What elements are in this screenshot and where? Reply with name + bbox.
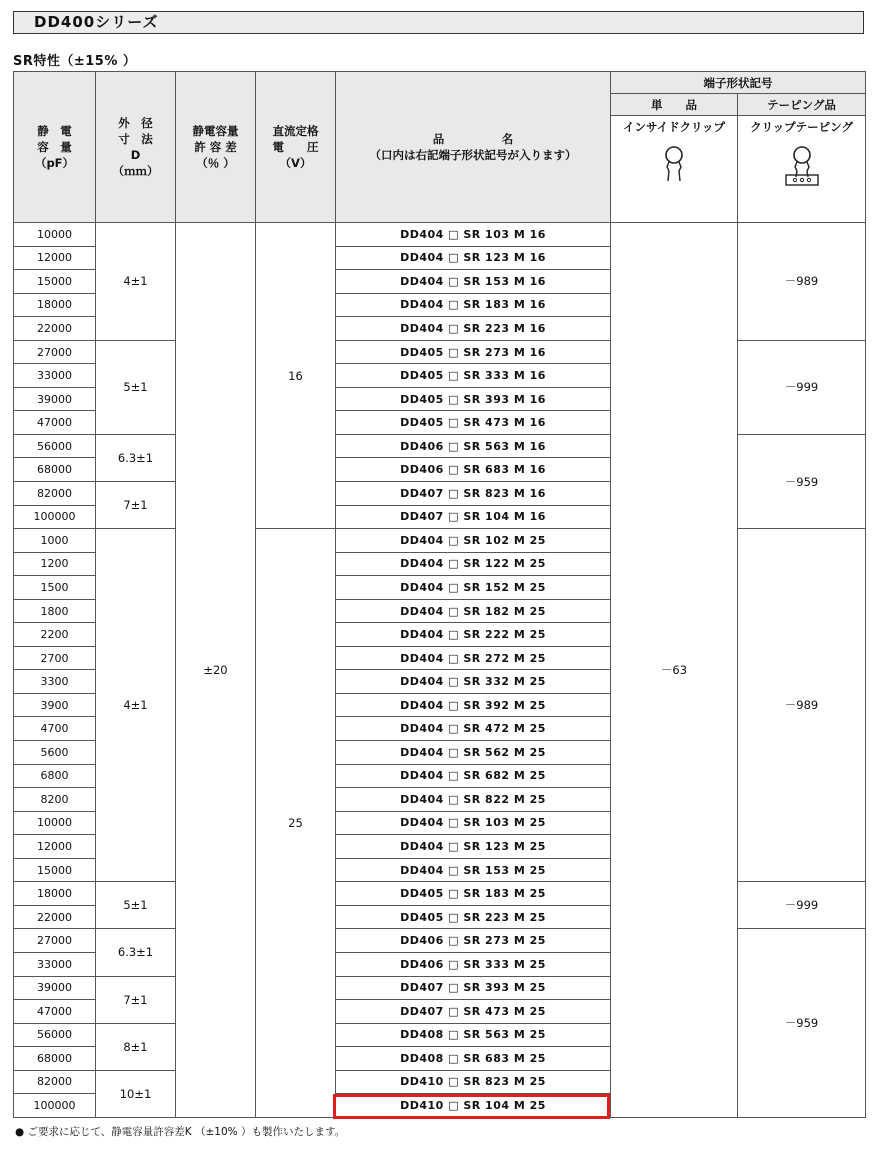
taping-code-cell: －989 bbox=[738, 529, 866, 882]
table-row bbox=[14, 223, 866, 247]
capacitance-cell: 1800 bbox=[14, 599, 96, 623]
part-number-cell: DD408 □ SR 563 M 25 bbox=[336, 1023, 611, 1047]
part-number-cell: DD404 □ SR 103 M 25 bbox=[336, 811, 611, 835]
header-terminal: 端子形状記号 bbox=[611, 72, 866, 94]
part-number-cell-highlighted: DD410 □ SR 104 M 25 bbox=[336, 1094, 611, 1118]
capacitance-cell: 68000 bbox=[14, 458, 96, 482]
part-number-cell: DD410 □ SR 823 M 25 bbox=[336, 1070, 611, 1094]
capacitance-cell: 15000 bbox=[14, 858, 96, 882]
part-number-cell: DD404 □ SR 682 M 25 bbox=[336, 764, 611, 788]
capacitance-cell: 27000 bbox=[14, 929, 96, 953]
part-number-cell: DD407 □ SR 823 M 16 bbox=[336, 482, 611, 506]
characteristic-title: SR特性（±15% ） bbox=[13, 54, 137, 69]
part-number-cell: DD404 □ SR 122 M 25 bbox=[336, 552, 611, 576]
diameter-cell: 6.3±1 bbox=[96, 434, 176, 481]
capacitance-cell: 4700 bbox=[14, 717, 96, 741]
header-taping: テーピング品 bbox=[738, 94, 866, 116]
part-number-cell: DD405 □ SR 473 M 16 bbox=[336, 411, 611, 435]
header-diameter: 外 径 寸 法 D （ｍｍ） bbox=[96, 72, 176, 223]
voltage-cell: 16 bbox=[256, 223, 336, 529]
capacitance-cell: 68000 bbox=[14, 1047, 96, 1071]
part-number-cell: DD407 □ SR 393 M 25 bbox=[336, 976, 611, 1000]
capacitance-cell: 39000 bbox=[14, 387, 96, 411]
part-number-cell: DD406 □ SR 683 M 16 bbox=[336, 458, 611, 482]
header-tolerance: 静電容量 許 容 差 （％ ） bbox=[176, 72, 256, 223]
capacitance-cell: 3900 bbox=[14, 693, 96, 717]
part-number-cell: DD404 □ SR 123 M 16 bbox=[336, 246, 611, 270]
diameter-cell: 7±1 bbox=[96, 976, 176, 1023]
diameter-cell: 8±1 bbox=[96, 1023, 176, 1070]
capacitance-cell: 82000 bbox=[14, 482, 96, 506]
capacitance-cell: 8200 bbox=[14, 788, 96, 812]
taping-code-cell: －959 bbox=[738, 929, 866, 1117]
header-clip-taping bbox=[738, 116, 866, 223]
capacitance-cell: 47000 bbox=[14, 411, 96, 435]
capacitance-cell: 33000 bbox=[14, 364, 96, 388]
taping-code-cell: －999 bbox=[738, 882, 866, 929]
header-capacitance: 静 電 容 量 （pF） bbox=[14, 72, 96, 223]
part-number-cell: DD405 □ SR 333 M 16 bbox=[336, 364, 611, 388]
part-number-cell: DD404 □ SR 123 M 25 bbox=[336, 835, 611, 859]
capacitance-cell: 47000 bbox=[14, 1000, 96, 1024]
part-number-cell: DD404 □ SR 102 M 25 bbox=[336, 529, 611, 553]
capacitance-cell: 10000 bbox=[14, 223, 96, 247]
capacitance-cell: 33000 bbox=[14, 952, 96, 976]
part-number-cell: DD405 □ SR 273 M 16 bbox=[336, 340, 611, 364]
capacitance-cell: 12000 bbox=[14, 246, 96, 270]
capacitance-cell: 27000 bbox=[14, 340, 96, 364]
part-number-cell: DD406 □ SR 333 M 25 bbox=[336, 952, 611, 976]
capacitance-cell: 3300 bbox=[14, 670, 96, 694]
spec-table bbox=[13, 71, 866, 1118]
capacitance-cell: 12000 bbox=[14, 835, 96, 859]
diameter-cell: 4±1 bbox=[96, 223, 176, 341]
diameter-cell: 5±1 bbox=[96, 882, 176, 929]
part-number-cell: DD408 □ SR 683 M 25 bbox=[336, 1047, 611, 1071]
part-number-cell: DD404 □ SR 103 M 16 bbox=[336, 223, 611, 247]
capacitance-cell: 39000 bbox=[14, 976, 96, 1000]
capacitance-cell: 22000 bbox=[14, 317, 96, 341]
series-title: DD400シリーズ bbox=[13, 11, 864, 34]
part-number-cell: DD404 □ SR 392 M 25 bbox=[336, 693, 611, 717]
part-number-cell: DD404 □ SR 222 M 25 bbox=[336, 623, 611, 647]
part-number-cell: DD404 □ SR 152 M 25 bbox=[336, 576, 611, 600]
capacitance-cell: 18000 bbox=[14, 882, 96, 906]
single-code-cell: －63 bbox=[611, 223, 738, 1118]
diameter-cell: 7±1 bbox=[96, 482, 176, 529]
part-number-cell: DD404 □ SR 183 M 16 bbox=[336, 293, 611, 317]
capacitance-cell: 1200 bbox=[14, 552, 96, 576]
capacitance-cell: 6800 bbox=[14, 764, 96, 788]
part-number-cell: DD405 □ SR 223 M 25 bbox=[336, 905, 611, 929]
voltage-cell: 25 bbox=[256, 529, 336, 1118]
capacitance-cell: 2200 bbox=[14, 623, 96, 647]
diameter-cell: 4±1 bbox=[96, 529, 176, 882]
header-voltage: 直流定格 電 圧 （V） bbox=[256, 72, 336, 223]
table-row bbox=[14, 434, 866, 458]
part-number-cell: DD404 □ SR 562 M 25 bbox=[336, 741, 611, 765]
diameter-cell: 6.3±1 bbox=[96, 929, 176, 976]
table-row bbox=[14, 529, 866, 553]
part-number-cell: DD405 □ SR 183 M 25 bbox=[336, 882, 611, 906]
diameter-cell: 5±1 bbox=[96, 340, 176, 434]
part-number-cell: DD404 □ SR 223 M 16 bbox=[336, 317, 611, 341]
inside-clip-label: インサイドクリップ bbox=[622, 120, 725, 134]
capacitance-cell: 1000 bbox=[14, 529, 96, 553]
part-number-cell: DD404 □ SR 153 M 16 bbox=[336, 270, 611, 294]
table-row bbox=[14, 929, 866, 953]
taping-code-cell: －959 bbox=[738, 434, 866, 528]
part-number-cell: DD404 □ SR 182 M 25 bbox=[336, 599, 611, 623]
table-row bbox=[14, 340, 866, 364]
part-number-cell: DD404 □ SR 332 M 25 bbox=[336, 670, 611, 694]
inside-clip-terminal-icon bbox=[659, 143, 689, 191]
clip-taping-label: クリップテーピング bbox=[750, 120, 853, 134]
header-part-name: 品 名 （口内は右記端子形状記号が入ります） bbox=[336, 72, 611, 223]
taping-code-cell: －999 bbox=[738, 340, 866, 434]
capacitance-cell: 18000 bbox=[14, 293, 96, 317]
part-number-cell: DD406 □ SR 273 M 25 bbox=[336, 929, 611, 953]
footnote: ● ご要求に応じて、静電容量許容差K （±10% ）も製作いたします。 bbox=[15, 1126, 346, 1138]
part-number-cell: DD404 □ SR 472 M 25 bbox=[336, 717, 611, 741]
taping-code-cell: －989 bbox=[738, 223, 866, 341]
part-number-cell: DD404 □ SR 153 M 25 bbox=[336, 858, 611, 882]
part-number-cell: DD404 □ SR 272 M 25 bbox=[336, 646, 611, 670]
capacitance-cell: 100000 bbox=[14, 505, 96, 529]
part-number-cell: DD407 □ SR 104 M 16 bbox=[336, 505, 611, 529]
clip-taping-terminal-icon bbox=[782, 143, 822, 191]
capacitance-cell: 82000 bbox=[14, 1070, 96, 1094]
capacitance-cell: 22000 bbox=[14, 905, 96, 929]
diameter-cell: 10±1 bbox=[96, 1070, 176, 1117]
header-single: 単 品 bbox=[611, 94, 738, 116]
capacitance-cell: 1500 bbox=[14, 576, 96, 600]
capacitance-cell: 100000 bbox=[14, 1094, 96, 1118]
part-number-cell: DD406 □ SR 563 M 16 bbox=[336, 434, 611, 458]
part-number-cell: DD404 □ SR 822 M 25 bbox=[336, 788, 611, 812]
capacitance-cell: 2700 bbox=[14, 646, 96, 670]
capacitance-cell: 10000 bbox=[14, 811, 96, 835]
tolerance-cell: ±20 bbox=[176, 223, 256, 1118]
capacitance-cell: 5600 bbox=[14, 741, 96, 765]
capacitance-cell: 15000 bbox=[14, 270, 96, 294]
capacitance-cell: 56000 bbox=[14, 1023, 96, 1047]
table-row bbox=[14, 882, 866, 906]
header-inside-clip bbox=[611, 116, 738, 223]
part-number-cell: DD407 □ SR 473 M 25 bbox=[336, 1000, 611, 1024]
capacitance-cell: 56000 bbox=[14, 434, 96, 458]
part-number-cell: DD405 □ SR 393 M 16 bbox=[336, 387, 611, 411]
